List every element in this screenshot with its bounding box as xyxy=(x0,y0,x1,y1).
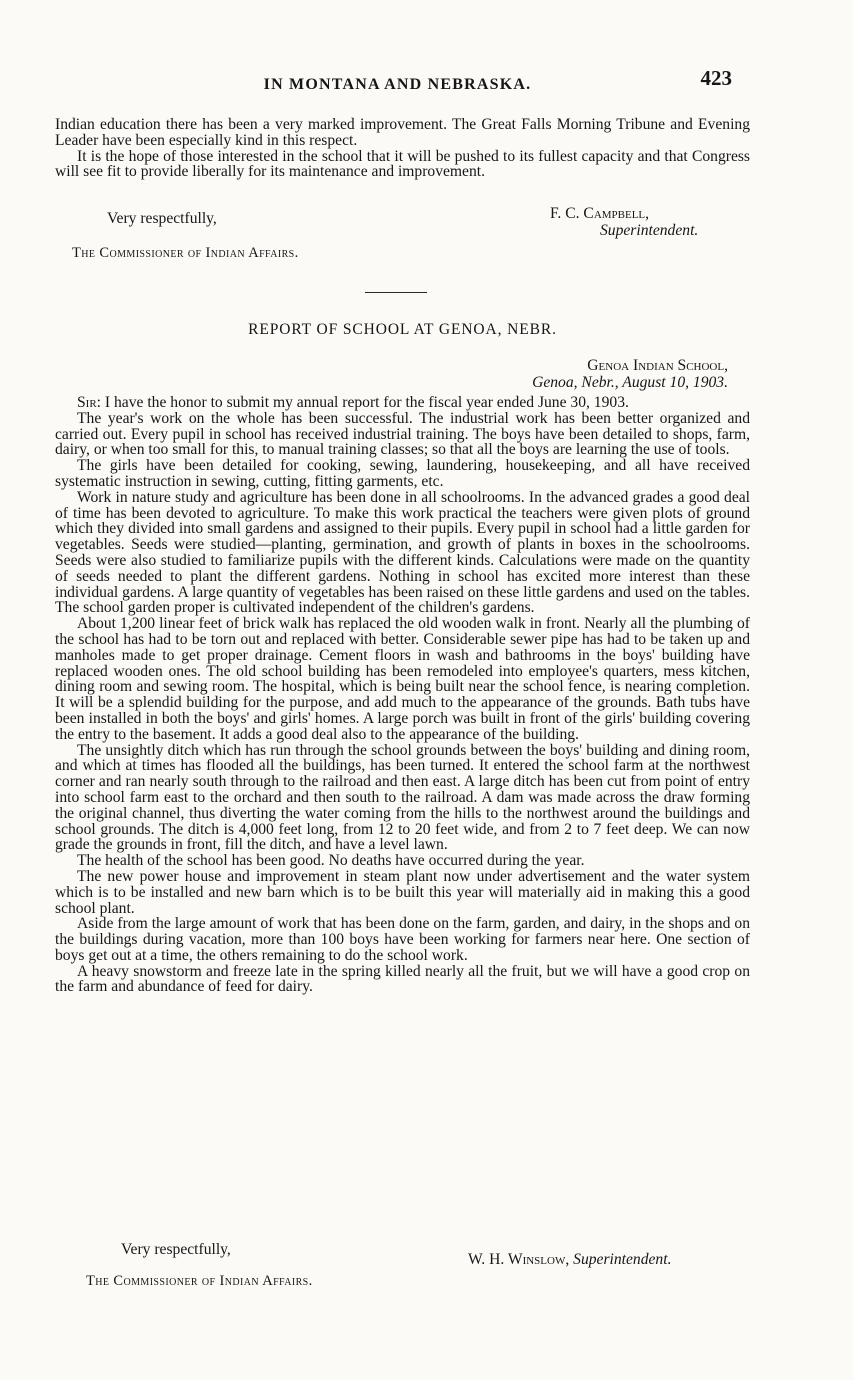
paragraph: It is the hope of those interested in the school that it will be pushed to its fullest capacity and that Congress will see fit to provide liberally for its maintenance and improvement. xyxy=(55,147,750,181)
paragraph xyxy=(55,395,750,411)
signer-name: F. C. Campbell, xyxy=(550,205,650,222)
signer-title: Superintendent. xyxy=(600,222,699,239)
page-number: 423 xyxy=(700,66,732,90)
report-title: REPORT OF SCHOOL AT GENOA, NEBR. xyxy=(248,321,557,338)
addressee-line: The Commissioner of Indian Affairs. xyxy=(86,1273,313,1289)
paragraph: Indian education there has been a very marked improvement. The Great Falls Morning Tribune and Evening Leader have been especially kind in this respect. xyxy=(55,116,750,149)
paragraph: Work in nature study and agriculture has been done in all schoolrooms. In the advanced grades a good deal of time has been devoted to agriculture. To make this work practical the teachers were given plots of ground which they divided into small gardens and assigned to their pupils. Every pupil in school had a little garden for vegetables. Seeds were studied—planting, germination, and growth of plants in boxes in the schoolrooms. Seeds were also studied to familiarize pupils with the different kinds. Calculations were made on the quantity of seeds needed to plant the different gardens. Nothing in school has excited more interest than these individual gardens. A large quantity of vegetables has been raised on these little gardens and used on the tables. The school garden proper is cultivated independent of the children's gardens. xyxy=(55,488,750,617)
paragraph: Aside from the large amount of work that has been done on the farm, garden, and dairy, in the shops and on the buildings during vacation, more than 100 boys have been working for farmers near here. One section of boys get out at a time, the others remaining to do the school work. xyxy=(55,915,750,964)
place-date: Genoa, Nebr., August 10, 1903. xyxy=(532,374,728,391)
school-name: Genoa Indian School, xyxy=(587,357,728,374)
paragraph: The year's work on the whole has been successful. The industrial work has been better organized and carried out. Every pupil in school has received industrial training. The boys have been detailed to shops, farm, dairy, or when too small for this, to manual training classes; so that all the boys are learning the use of tools. xyxy=(55,409,750,459)
paragraph: A heavy snowstorm and freeze late in the spring killed nearly all the fruit, but we will have a good crop on the farm and abundance of feed for dairy. xyxy=(55,962,750,996)
closing-salutation: Very respectfully, xyxy=(121,1241,231,1258)
section-divider xyxy=(365,292,427,293)
salutation: Sir: xyxy=(77,394,102,411)
montana-report-ending xyxy=(55,117,750,180)
paragraph: The new power house and improvement in steam plant now under advertisement and the water system which is to be installed and new barn which is to be built this year will materially aid in making this a good school plant. xyxy=(55,867,750,917)
signer-name: W. H. Winslow, xyxy=(468,1251,570,1268)
paragraph: The health of the school has been good. No deaths have occurred during the year. xyxy=(77,852,585,870)
page-header xyxy=(55,66,740,96)
signature-line xyxy=(468,1252,671,1268)
signer-title: Superintendent. xyxy=(573,1251,672,1268)
running-head: IN MONTANA AND NEBRASKA. xyxy=(263,76,532,93)
closing-salutation: Very respectfully, xyxy=(107,210,217,227)
addressee-line: The Commissioner of Indian Affairs. xyxy=(72,245,299,261)
dateline xyxy=(532,357,728,391)
paragraph: The unsightly ditch which has run through the school grounds between the boys' building and dining room, and which at times has flooded all the buildings, has been turned. It entered the school farm at the northwest corner and ran nearly south through to the railroad and then east. A large ditch has been cut from point of entry into school farm east to the orchard and then south to the railroad. A dam was made across the draw forming the original channel, thus diverting the water coming from the hills to the northwest around the buildings and school grounds. The ditch is 4,000 feet long, from 12 to 20 feet wide, and from 2 to 7 feet deep. We can now grade the grounds in front, fill the ditch, and have a level lawn. xyxy=(55,741,750,854)
paragraph: About 1,200 linear feet of brick walk has replaced the old wooden walk in front. Nearly all the plumbing of the school has had to be torn out and replaced with better. Considerable sewer pipe has had to be taken up and manholes made to get proper drainage. Cement floors in wash and bathrooms in the boys' building have replaced wooden ones. The old school building has been remodeled into employee's quarters, mess kitchen, dining room and sewing room. The hospital, which is being built near the school fence, is nearing completion. It will be a splendid building for the purpose, and add much to the appearance of the grounds. Bath tubs have been installed in both the boys' and girls' homes. A large porch was built in front of the girls' building covering the entry to the basement. It adds a good deal also to the appearance of the building. xyxy=(55,615,750,743)
paragraph: The girls have been detailed for cooking, sewing, laundering, housekeeping, and all have received systematic instruction in sewing, cutting, fitting garments, etc. xyxy=(55,457,750,490)
genoa-report-body xyxy=(55,395,750,995)
paragraph-text: I have the honor to submit my annual report for the fiscal year ended June 30, 1903. xyxy=(104,394,629,411)
